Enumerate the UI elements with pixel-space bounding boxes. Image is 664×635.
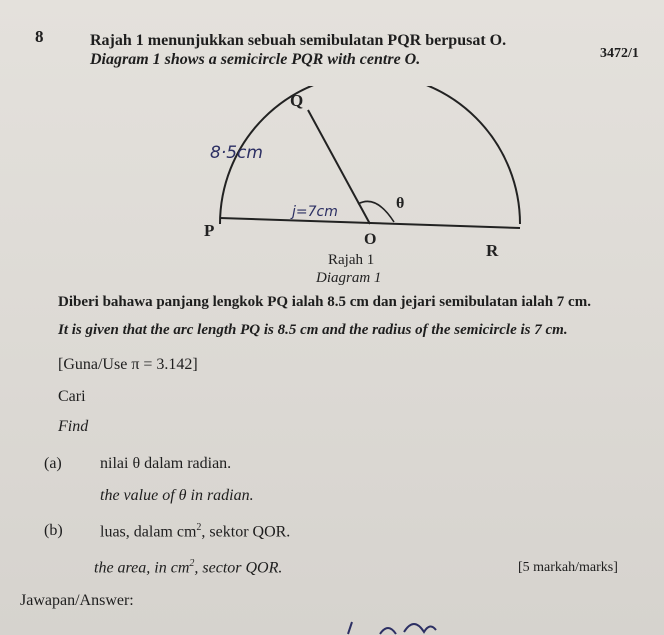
- part-a-malay: nilai θ dalam radian.: [100, 455, 232, 472]
- part-a-label: (a): [44, 455, 62, 472]
- part-b-english: the area, in $cm^2$, sector QOR.: [94, 558, 283, 577]
- label-r: R: [486, 241, 499, 260]
- semicircle-arc: [220, 86, 520, 224]
- part-a-english: the value of θ in radian.: [100, 487, 254, 504]
- marks-label: [5 markah/marks]: [518, 560, 618, 575]
- handwriting-scribble: [340, 612, 460, 635]
- semicircle-diagram: [180, 86, 540, 286]
- answer-label: Jawapan/Answer:: [20, 592, 134, 609]
- label-p: P: [204, 221, 215, 240]
- handwritten-arc-length: 8·5cm: [210, 143, 263, 163]
- pi-note: [Guna/Use π = 3.142]: [58, 356, 198, 373]
- part-b-label: (b): [44, 522, 63, 539]
- label-q: Q: [290, 91, 304, 110]
- question-number: 8: [35, 27, 44, 46]
- handwritten-radius: j=7cm: [292, 204, 338, 220]
- caption-malay: Rajah 1: [328, 252, 375, 268]
- given-malay: Diberi bahawa panjang lengkok PQ ialah 8.5 cm dan jejari semibulatan ialah 7 cm.: [58, 294, 591, 310]
- paper-code: 3472/1: [600, 46, 639, 61]
- given-english: It is given that the arc length PQ is 8.5 cm and the radius of the semicircle is 7 cm.: [58, 322, 568, 338]
- find-malay: Cari: [58, 388, 86, 405]
- label-theta: θ: [396, 195, 405, 212]
- label-o: O: [364, 231, 377, 248]
- intro-english: Diagram 1 shows a semicircle PQR with centre O.: [90, 51, 421, 68]
- intro-malay: Rajah 1 menunjukkan sebuah semibulatan PQR berpusat O.: [90, 32, 507, 49]
- find-english: Find: [58, 418, 89, 435]
- caption-english: Diagram 1: [316, 270, 382, 286]
- part-b-malay: luas, dalam $cm^2$, sektor QOR.: [100, 522, 291, 541]
